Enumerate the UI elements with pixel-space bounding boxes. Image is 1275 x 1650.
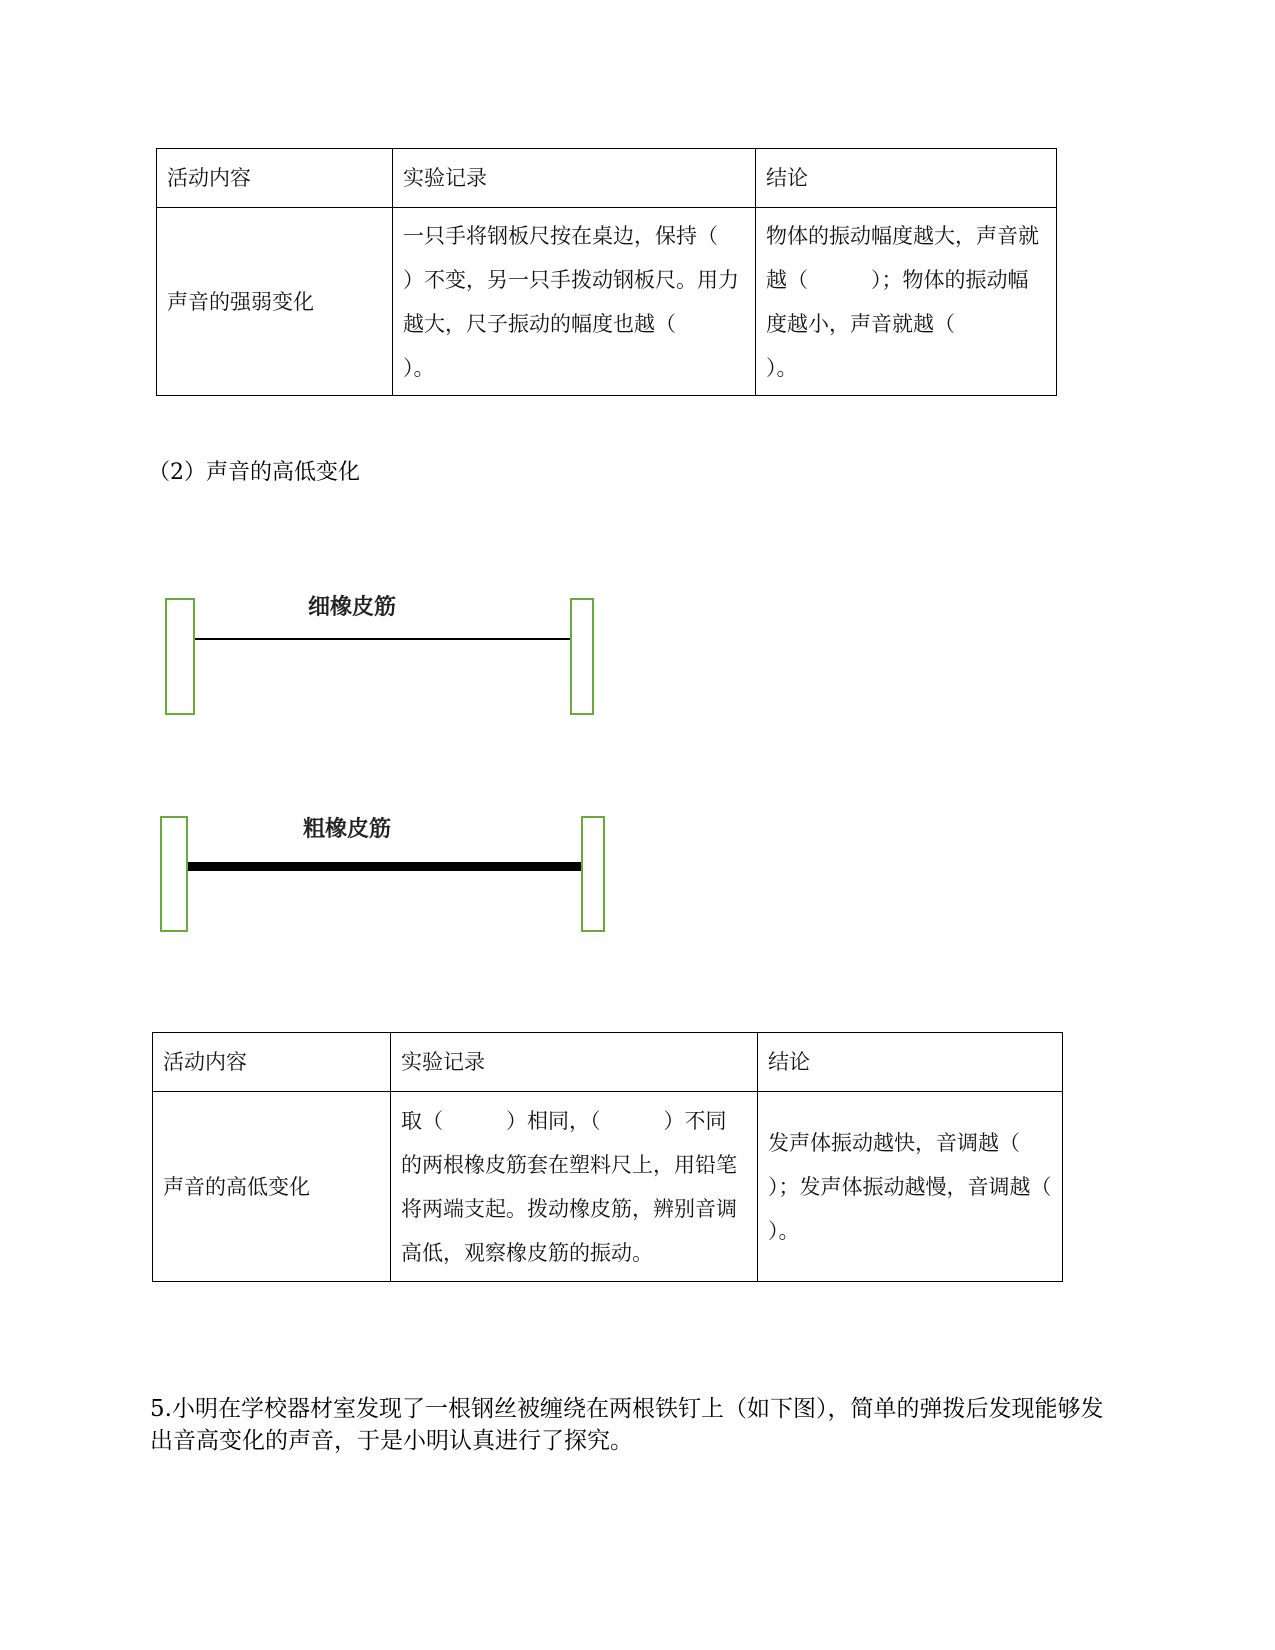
activity-cell: 声音的高低变化: [153, 1092, 391, 1282]
question-5: 5.小明在学校器材室发现了一根钢丝被缠绕在两根铁钉上（如下图），简单的弹拨后发现能够发出音高变化的声音，于是小明认真进行了探究。: [150, 1396, 1104, 1454]
thick-left-post: [160, 816, 188, 932]
header-activity: 活动内容: [153, 1033, 391, 1092]
table-header-row: [157, 149, 1057, 208]
thick-rubber-band: [188, 862, 581, 871]
thick-band-label: 粗橡皮筋: [303, 817, 392, 842]
record-cell: 一只手将钢板尺按在桌边，保持（ ）不变，另一只手拨动钢板尺。用力越大，尺子振动的幅度也越（ ）。: [393, 208, 756, 396]
header-activity: 活动内容: [157, 149, 393, 208]
thin-rubber-band: [195, 638, 570, 640]
section-heading: （2）声音的高低变化: [148, 460, 360, 485]
table-row: [157, 208, 1057, 396]
thin-band-label: 细橡皮筋: [308, 595, 397, 620]
activity-cell: 声音的强弱变化: [157, 208, 393, 396]
table-loudness: [156, 148, 1057, 396]
table-pitch: [152, 1032, 1115, 1282]
table-header-row: [153, 1033, 1063, 1092]
record-cell: 取（ ）相同，（ ）不同的两根橡皮筋套在塑料尺上，用铅笔将两端支起。拨动橡皮筋，辨别音调高低，观察橡皮筋的振动。: [391, 1092, 758, 1282]
header-conclusion: 结论: [758, 1033, 1063, 1092]
conclusion-cell: 物体的振动幅度越大，声音就越（ ）；物体的振动幅度越小，声音就越（ ）。: [756, 208, 1057, 396]
thin-right-post: [570, 598, 594, 715]
thin-left-post: [165, 598, 195, 715]
conclusion-cell: 发声体振动越快，音调越（ ）；发声体振动越慢，音调越（ ）。: [758, 1092, 1063, 1282]
header-conclusion: 结论: [756, 149, 1057, 208]
thick-right-post: [581, 816, 605, 932]
header-record: 实验记录: [391, 1033, 758, 1092]
table-row: [153, 1092, 1063, 1282]
header-record: 实验记录: [393, 149, 756, 208]
